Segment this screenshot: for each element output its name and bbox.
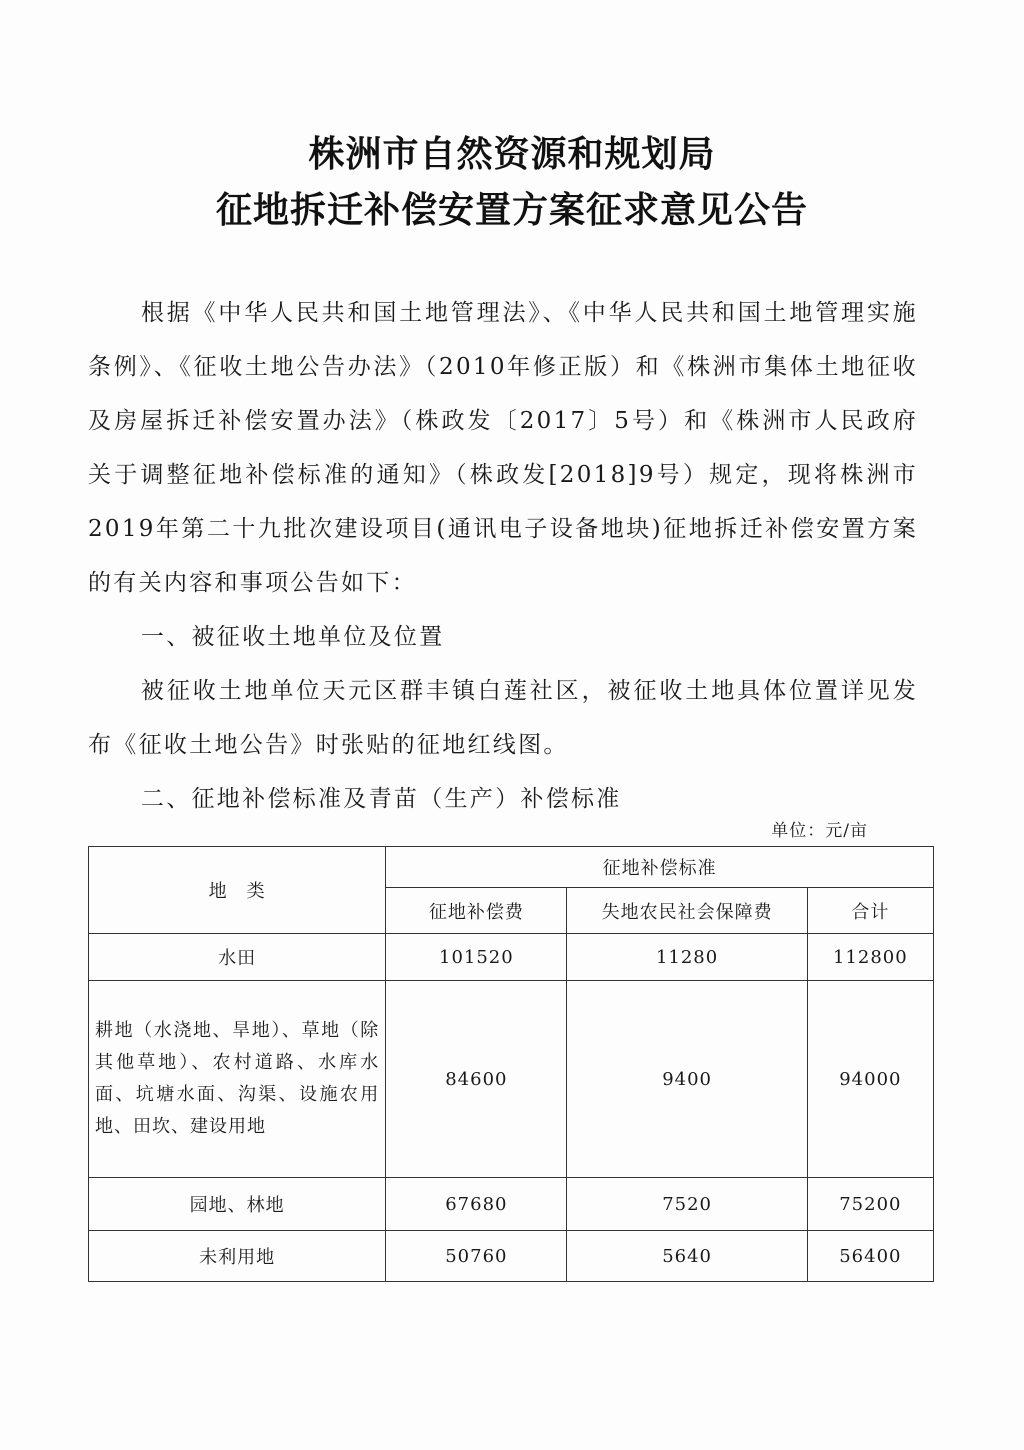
paragraph-legal-basis: 根据《中华人民共和国土地管理法》、《中华人民共和国土地管理实施条例》、《征收土地公告办法》（2010年修正版）和《株洲市集体土地征收及房屋拆迁补偿安置办法》（株政发〔2017〕5号）和《株洲市人民政府关于调整征地补偿标准的通知》（株政发[2018]9号）规定，现将株洲市2019年第二十九批次建设项目(通讯电子设备地块)征地拆迁补偿安置方案的有关内容和事项公告如下：	[88, 300, 918, 596]
table-header-row	[89, 847, 934, 888]
cell-total: 94000	[807, 981, 933, 1178]
header-social-security-fee: 失地农民社会保障费	[567, 888, 807, 934]
table-row	[89, 1178, 934, 1231]
header-compensation-fee: 征地补偿费	[386, 888, 567, 934]
cell-social-security-fee: 5640	[567, 1231, 807, 1282]
section-heading-2: 二、征地补偿标准及青苗（生产）补偿标准	[140, 786, 622, 812]
cell-social-security-fee: 7520	[567, 1178, 807, 1231]
document-title-line1: 株洲市自然资源和规划局	[308, 134, 716, 175]
cell-compensation-fee: 50760	[386, 1231, 567, 1282]
cell-social-security-fee: 11280	[567, 934, 807, 981]
cell-total: 56400	[807, 1231, 933, 1282]
table-row	[89, 981, 934, 1178]
paragraph-location: 被征收土地单位天元区群丰镇白莲社区，被征收土地具体位置详见发布《征收土地公告》时张贴的征地红线图。	[88, 678, 918, 758]
cell-compensation-fee: 67680	[386, 1178, 567, 1231]
cell-land-type: 水田	[89, 934, 386, 981]
table-row	[89, 1231, 934, 1282]
header-land-type: 地 类	[89, 847, 386, 934]
document-title-line2: 征地拆迁补偿安置方案征求意见公告	[215, 190, 808, 231]
cell-social-security-fee: 9400	[567, 981, 807, 1178]
cell-compensation-fee: 101520	[386, 934, 567, 981]
unit-label: 单位：元/亩	[771, 821, 868, 841]
cell-compensation-fee: 84600	[386, 981, 567, 1178]
cell-land-type: 园地、林地	[89, 1178, 386, 1231]
header-compensation-standard: 征地补偿标准	[386, 847, 934, 888]
section-heading-1: 一、被征收土地单位及位置	[140, 624, 445, 650]
compensation-table	[88, 846, 934, 1282]
cell-total: 75200	[807, 1178, 933, 1231]
cell-land-type: 未利用地	[89, 1231, 386, 1282]
table-row	[89, 934, 934, 981]
document-body	[88, 286, 918, 826]
cell-land-type: 耕地（水浇地、旱地）、草地（除其他草地）、农村道路、水库水面、坑塘水面、沟渠、设施农用地、田坎、建设用地	[89, 981, 386, 1178]
cell-total: 112800	[807, 934, 933, 981]
header-total: 合计	[807, 888, 933, 934]
